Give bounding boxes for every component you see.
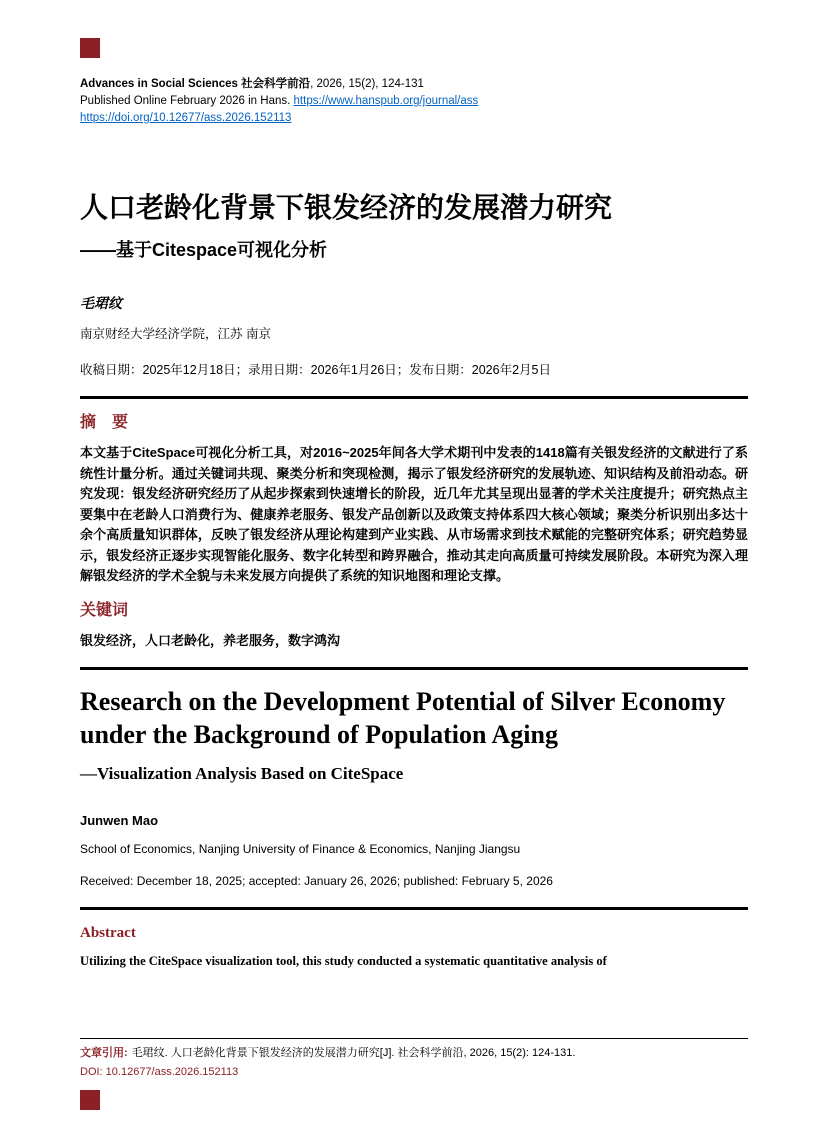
- cn-abstract-heading: 摘 要: [80, 414, 129, 431]
- section-divider: [80, 667, 748, 670]
- published-line: [80, 93, 748, 110]
- header-doi-line: [80, 110, 748, 127]
- cn-abstract-text: 本文基于CiteSpace可视化分析工具，对2016~2025年间各大学术期刊中发表的1418篇有关银发经济的文献进行了系统性计量分析。通过关键词共现、聚类分析和突现检测，揭示了银发经济研究的发展轨迹、知识结构及前沿动态。研究发现：银发经济研究经历了从起步探索到快速增长的阶段，近几年尤其呈现出显著的学术关注度提升；研究热点主要集中在老龄人口消费行为、健康养老服务、银发产品创新以及政策支持体系四大核心领域；聚类分析识别出多达十余个高质量知识群体，反映了银发经济从理论构建到产业实践、从市场需求到技术赋能的完整研究体系；研究趋势显示，银发经济正逐步实现智能化服务、数字化转型和跨界融合，推动其走向高质量可持续发展阶段。本研究为深入理解银发经济的学术全貌与未来发展方向提供了系统的知识地图和理论支撑。: [80, 445, 748, 583]
- en-abstract-heading: Abstract: [80, 924, 136, 941]
- chinese-author: 毛珺纹: [80, 297, 122, 312]
- page-footer: [80, 1038, 748, 1110]
- published-prefix: Published Online February 2026 in Hans.: [80, 95, 291, 107]
- english-author: Junwen Mao: [80, 812, 159, 828]
- english-title: Research on the Development Potential of Silver Economy under the Background of Population Aging: [80, 686, 726, 749]
- journal-header: [80, 76, 748, 127]
- chinese-title: 人口老龄化背景下银发经济的发展潜力研究: [80, 192, 613, 223]
- english-affiliation: School of Economics, Nanjing University of Finance & Economics, Nanjing Jiangsu: [80, 841, 521, 856]
- footer-divider: [80, 1038, 748, 1039]
- english-subtitle: —Visualization Analysis Based on CiteSpace: [80, 763, 404, 783]
- en-abstract-text: Utilizing the CiteSpace visualization tool, this study conducted a systematic quantitative analysis of: [80, 953, 607, 968]
- journal-issue-info: , 2026, 15(2), 124-131: [310, 78, 424, 90]
- journal-name: Advances in Social Sciences 社会科学前沿: [80, 78, 311, 90]
- citation-label: 文章引用:: [80, 1047, 128, 1059]
- cn-keywords-text: 银发经济，人口老龄化，养老服务，数字鸿沟: [80, 632, 341, 648]
- doi-url-link[interactable]: https://doi.org/10.12677/ass.2026.152113: [80, 112, 292, 124]
- english-dates-line: Received: December 18, 2025; accepted: January 26, 2026; published: February 5, 2026: [80, 873, 553, 888]
- citation-text: 毛珺纹. 人口老龄化背景下银发经济的发展潜力研究[J]. 社会科学前沿, 2026, 15(2): 124-131.: [131, 1047, 576, 1059]
- journal-logo-mark-top: [80, 38, 100, 58]
- journal-citation-line: [80, 76, 748, 93]
- chinese-subtitle: ——基于Citespace可视化分析: [80, 240, 328, 260]
- section-divider: [80, 396, 748, 399]
- citation-line: [80, 1045, 748, 1062]
- chinese-affiliation: 南京财经大学经济学院，江苏 南京: [80, 327, 271, 341]
- footer-doi-line: [80, 1064, 748, 1080]
- footer-doi-link[interactable]: DOI: 10.12677/ass.2026.152113: [80, 1066, 239, 1078]
- section-divider: [80, 907, 748, 910]
- cn-keywords-heading: 关键词: [80, 601, 129, 619]
- journal-logo-mark-bottom: [80, 1090, 100, 1110]
- chinese-dates-line: 收稿日期：2025年12月18日；录用日期：2026年1月26日；发布日期：2026年2月5日: [80, 363, 551, 377]
- journal-url-link[interactable]: https://www.hanspub.org/journal/ass: [293, 95, 479, 107]
